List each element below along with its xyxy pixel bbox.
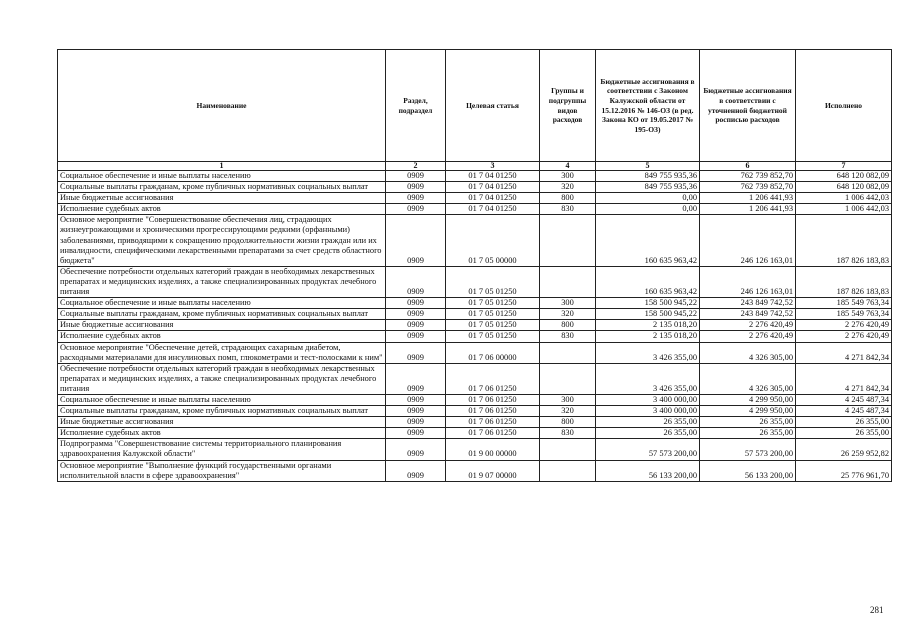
header-row bbox=[58, 50, 892, 162]
column-number: 4 bbox=[540, 162, 596, 171]
page-number: 281 bbox=[870, 605, 884, 615]
header-law-allocation: Бюджетные ассигнования в соответствии с Законом Калужской области от 15.12.2016 № 146-ОЗ (в ред. Закона КО от 19.05.2017 № 195-ОЗ) bbox=[596, 50, 700, 162]
row-executed: 26 259 952,82 bbox=[796, 439, 892, 460]
row-target-article: 01 7 05 01250 bbox=[446, 320, 540, 331]
row-target-article: 01 9 00 00000 bbox=[446, 439, 540, 460]
row-section: 0909 bbox=[386, 204, 446, 215]
row-expense-group: 800 bbox=[540, 320, 596, 331]
row-target-article: 01 7 04 01250 bbox=[446, 204, 540, 215]
row-target-article: 01 7 05 01250 bbox=[446, 309, 540, 320]
table-row bbox=[58, 193, 892, 204]
row-name: Социальное обеспечение и иные выплаты населению bbox=[58, 298, 386, 309]
row-refined-allocation: 246 126 163,01 bbox=[700, 215, 796, 266]
header-executed: Исполнено bbox=[796, 50, 892, 162]
header-name: Наименование bbox=[58, 50, 386, 162]
row-section: 0909 bbox=[386, 394, 446, 405]
row-refined-allocation: 762 739 852,70 bbox=[700, 182, 796, 193]
row-expense-group bbox=[540, 215, 596, 266]
budget-execution-table bbox=[57, 49, 892, 482]
row-executed: 25 776 961,70 bbox=[796, 460, 892, 481]
row-target-article: 01 7 04 01250 bbox=[446, 171, 540, 182]
row-law-allocation: 2 135 018,20 bbox=[596, 331, 700, 342]
row-target-article: 01 7 05 00000 bbox=[446, 215, 540, 266]
row-name: Обеспечение потребности отдельных категорий граждан в необходимых лекарственных препаратах и медицинских изделиях, а также специализированных продуктах лечебного питания bbox=[58, 266, 386, 297]
row-target-article: 01 7 06 01250 bbox=[446, 394, 540, 405]
row-target-article: 01 7 05 01250 bbox=[446, 266, 540, 297]
table-row bbox=[58, 417, 892, 428]
row-law-allocation: 3 400 000,00 bbox=[596, 406, 700, 417]
row-law-allocation: 158 500 945,22 bbox=[596, 298, 700, 309]
row-expense-group: 830 bbox=[540, 331, 596, 342]
row-law-allocation: 26 355,00 bbox=[596, 417, 700, 428]
table-row bbox=[58, 406, 892, 417]
row-refined-allocation: 762 739 852,70 bbox=[700, 171, 796, 182]
row-law-allocation: 57 573 200,00 bbox=[596, 439, 700, 460]
table-row bbox=[58, 439, 892, 460]
row-executed: 1 006 442,03 bbox=[796, 193, 892, 204]
row-section: 0909 bbox=[386, 320, 446, 331]
row-name: Иные бюджетные ассигнования bbox=[58, 417, 386, 428]
table-row bbox=[58, 342, 892, 363]
table-row bbox=[58, 298, 892, 309]
row-refined-allocation: 243 849 742,52 bbox=[700, 309, 796, 320]
row-name: Основное мероприятие "Совершенствование обеспечения лиц, страдающих жизнеугрожающими и хроническими прогрессирующими редкими (орфанными) заболеваниями, приводящими к сокращению продолжительности жизни граждан или их инвалидности, специфическими лекарственными препаратами за счет средств областного бюджета" bbox=[58, 215, 386, 266]
column-number: 6 bbox=[700, 162, 796, 171]
row-law-allocation: 0,00 bbox=[596, 193, 700, 204]
row-target-article: 01 7 06 01250 bbox=[446, 428, 540, 439]
table-row bbox=[58, 363, 892, 394]
table-row bbox=[58, 171, 892, 182]
column-number: 7 bbox=[796, 162, 892, 171]
row-law-allocation: 3 426 355,00 bbox=[596, 342, 700, 363]
row-target-article: 01 7 04 01250 bbox=[446, 182, 540, 193]
row-executed: 4 245 487,34 bbox=[796, 394, 892, 405]
column-number: 3 bbox=[446, 162, 540, 171]
row-target-article: 01 9 07 00000 bbox=[446, 460, 540, 481]
row-refined-allocation: 56 133 200,00 bbox=[700, 460, 796, 481]
table-row bbox=[58, 215, 892, 266]
row-name: Исполнение судебных актов bbox=[58, 204, 386, 215]
row-refined-allocation: 26 355,00 bbox=[700, 428, 796, 439]
row-section: 0909 bbox=[386, 182, 446, 193]
table-row bbox=[58, 428, 892, 439]
row-executed: 4 271 842,34 bbox=[796, 363, 892, 394]
row-expense-group bbox=[540, 363, 596, 394]
row-refined-allocation: 26 355,00 bbox=[700, 417, 796, 428]
row-section: 0909 bbox=[386, 193, 446, 204]
row-expense-group: 300 bbox=[540, 171, 596, 182]
row-refined-allocation: 4 326 305,00 bbox=[700, 363, 796, 394]
row-law-allocation: 158 500 945,22 bbox=[596, 309, 700, 320]
row-executed: 185 549 763,34 bbox=[796, 309, 892, 320]
row-name: Иные бюджетные ассигнования bbox=[58, 320, 386, 331]
row-expense-group: 320 bbox=[540, 309, 596, 320]
row-expense-group bbox=[540, 342, 596, 363]
row-section: 0909 bbox=[386, 439, 446, 460]
budget-table-sheet bbox=[57, 49, 891, 482]
row-executed: 1 006 442,03 bbox=[796, 204, 892, 215]
row-expense-group bbox=[540, 439, 596, 460]
table-row bbox=[58, 182, 892, 193]
row-section: 0909 bbox=[386, 460, 446, 481]
row-executed: 187 826 183,83 bbox=[796, 215, 892, 266]
row-name: Исполнение судебных актов bbox=[58, 428, 386, 439]
row-executed: 648 120 082,09 bbox=[796, 182, 892, 193]
row-executed: 2 276 420,49 bbox=[796, 331, 892, 342]
row-law-allocation: 26 355,00 bbox=[596, 428, 700, 439]
row-executed: 185 549 763,34 bbox=[796, 298, 892, 309]
table-row bbox=[58, 460, 892, 481]
row-law-allocation: 2 135 018,20 bbox=[596, 320, 700, 331]
row-law-allocation: 3 426 355,00 bbox=[596, 363, 700, 394]
row-section: 0909 bbox=[386, 298, 446, 309]
row-refined-allocation: 4 326 305,00 bbox=[700, 342, 796, 363]
row-target-article: 01 7 05 01250 bbox=[446, 331, 540, 342]
header-refined-allocation: Бюджетные ассигнования в соответствии с уточненной бюджетной росписью расходов bbox=[700, 50, 796, 162]
row-refined-allocation: 246 126 163,01 bbox=[700, 266, 796, 297]
table-row bbox=[58, 394, 892, 405]
header-section: Раздел, подраздел bbox=[386, 50, 446, 162]
row-section: 0909 bbox=[386, 428, 446, 439]
table-row bbox=[58, 266, 892, 297]
row-refined-allocation: 2 276 420,49 bbox=[700, 331, 796, 342]
row-target-article: 01 7 04 01250 bbox=[446, 193, 540, 204]
row-expense-group: 320 bbox=[540, 182, 596, 193]
row-executed: 4 245 487,34 bbox=[796, 406, 892, 417]
row-target-article: 01 7 06 01250 bbox=[446, 363, 540, 394]
row-expense-group bbox=[540, 460, 596, 481]
header-target-article: Целевая статья bbox=[446, 50, 540, 162]
header-expense-group: Группы и подгруппы видов расходов bbox=[540, 50, 596, 162]
row-executed: 26 355,00 bbox=[796, 428, 892, 439]
row-expense-group: 800 bbox=[540, 193, 596, 204]
row-law-allocation: 849 755 935,36 bbox=[596, 182, 700, 193]
row-section: 0909 bbox=[386, 266, 446, 297]
row-law-allocation: 0,00 bbox=[596, 204, 700, 215]
row-target-article: 01 7 05 01250 bbox=[446, 298, 540, 309]
row-section: 0909 bbox=[386, 331, 446, 342]
row-expense-group: 300 bbox=[540, 298, 596, 309]
row-section: 0909 bbox=[386, 342, 446, 363]
row-section: 0909 bbox=[386, 363, 446, 394]
row-executed: 26 355,00 bbox=[796, 417, 892, 428]
row-refined-allocation: 57 573 200,00 bbox=[700, 439, 796, 460]
column-number: 1 bbox=[58, 162, 386, 171]
row-name: Подпрограмма "Совершенствование системы территориального планирования здравоохранения Калужской области" bbox=[58, 439, 386, 460]
row-refined-allocation: 1 206 441,93 bbox=[700, 204, 796, 215]
row-refined-allocation: 1 206 441,93 bbox=[700, 193, 796, 204]
row-name: Основное мероприятие "Выполнение функций государственными органами исполнительной власти в сфере здравоохранения" bbox=[58, 460, 386, 481]
row-law-allocation: 160 635 963,42 bbox=[596, 266, 700, 297]
row-section: 0909 bbox=[386, 171, 446, 182]
table-row bbox=[58, 320, 892, 331]
row-law-allocation: 56 133 200,00 bbox=[596, 460, 700, 481]
row-target-article: 01 7 06 01250 bbox=[446, 406, 540, 417]
column-number: 5 bbox=[596, 162, 700, 171]
row-refined-allocation: 4 299 950,00 bbox=[700, 394, 796, 405]
row-law-allocation: 3 400 000,00 bbox=[596, 394, 700, 405]
row-expense-group: 830 bbox=[540, 204, 596, 215]
row-law-allocation: 849 755 935,36 bbox=[596, 171, 700, 182]
row-refined-allocation: 243 849 742,52 bbox=[700, 298, 796, 309]
row-name: Обеспечение потребности отдельных категорий граждан в необходимых лекарственных препаратах и медицинских изделиях, а также специализированных продуктах лечебного питания bbox=[58, 363, 386, 394]
row-name: Социальное обеспечение и иные выплаты населению bbox=[58, 171, 386, 182]
row-executed: 2 276 420,49 bbox=[796, 320, 892, 331]
row-expense-group: 300 bbox=[540, 394, 596, 405]
row-section: 0909 bbox=[386, 215, 446, 266]
row-name: Иные бюджетные ассигнования bbox=[58, 193, 386, 204]
table-row bbox=[58, 309, 892, 320]
row-name: Социальные выплаты гражданам, кроме публичных нормативных социальных выплат bbox=[58, 406, 386, 417]
row-target-article: 01 7 06 00000 bbox=[446, 342, 540, 363]
row-section: 0909 bbox=[386, 417, 446, 428]
row-name: Основное мероприятие "Обеспечение детей, страдающих сахарным диабетом, расходными материалами для инсулиновых помп, глюкометрами и тест-полосками к ним" bbox=[58, 342, 386, 363]
row-expense-group bbox=[540, 266, 596, 297]
column-number-row bbox=[58, 162, 892, 171]
table-row bbox=[58, 331, 892, 342]
table-row bbox=[58, 204, 892, 215]
row-law-allocation: 160 635 963,42 bbox=[596, 215, 700, 266]
row-name: Исполнение судебных актов bbox=[58, 331, 386, 342]
row-expense-group: 800 bbox=[540, 417, 596, 428]
row-executed: 187 826 183,83 bbox=[796, 266, 892, 297]
row-section: 0909 bbox=[386, 406, 446, 417]
row-section: 0909 bbox=[386, 309, 446, 320]
row-target-article: 01 7 06 01250 bbox=[446, 417, 540, 428]
row-expense-group: 320 bbox=[540, 406, 596, 417]
row-refined-allocation: 2 276 420,49 bbox=[700, 320, 796, 331]
row-name: Социальные выплаты гражданам, кроме публичных нормативных социальных выплат bbox=[58, 309, 386, 320]
row-name: Социальное обеспечение и иные выплаты населению bbox=[58, 394, 386, 405]
row-executed: 648 120 082,09 bbox=[796, 171, 892, 182]
row-name: Социальные выплаты гражданам, кроме публичных нормативных социальных выплат bbox=[58, 182, 386, 193]
row-executed: 4 271 842,34 bbox=[796, 342, 892, 363]
column-number: 2 bbox=[386, 162, 446, 171]
row-expense-group: 830 bbox=[540, 428, 596, 439]
row-refined-allocation: 4 299 950,00 bbox=[700, 406, 796, 417]
